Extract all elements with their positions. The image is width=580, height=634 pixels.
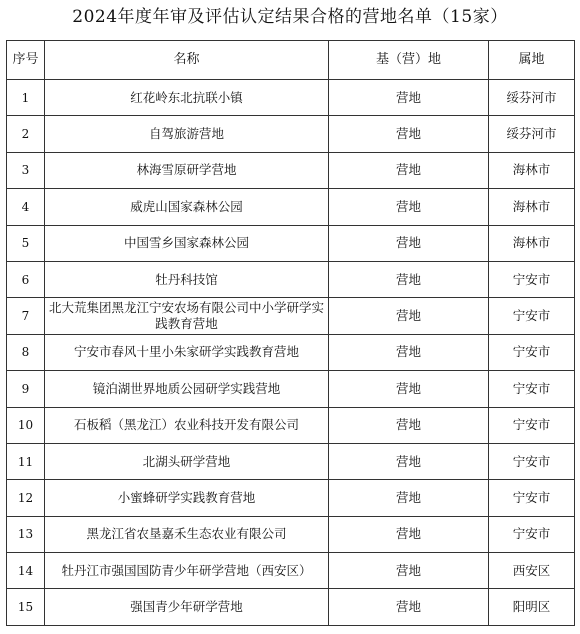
cell-name: 黑龙江省农垦嘉禾生态农业有限公司 [45,516,329,552]
cell-region: 海林市 [489,152,575,188]
table-row [7,152,575,188]
cell-name: 北大荒集团黑龙江宁安农场有限公司中小学研学实践教育营地 [45,298,329,334]
cell-region: 宁安市 [489,407,575,443]
header-name: 名称 [45,41,329,80]
table-row [7,225,575,261]
cell-index: 15 [7,589,45,625]
table-row [7,298,575,334]
page-title: 2024年度年审及评估认定结果合格的营地名单（15家） [72,7,508,27]
cell-region: 宁安市 [489,516,575,552]
header-region: 属地 [489,41,575,80]
cell-index: 3 [7,152,45,188]
cell-name: 中国雪乡国家森林公园 [45,225,329,261]
table-row [7,553,575,589]
cell-type: 营地 [329,371,489,407]
cell-region: 绥芬河市 [489,80,575,116]
cell-index: 1 [7,80,45,116]
cell-region: 宁安市 [489,480,575,516]
table-row [7,116,575,152]
cell-name: 北湖头研学营地 [45,443,329,479]
cell-name: 威虎山国家森林公园 [45,189,329,225]
cell-index: 14 [7,553,45,589]
cell-region: 绥芬河市 [489,116,575,152]
cell-region: 宁安市 [489,261,575,297]
cell-type: 营地 [329,516,489,552]
cell-name: 林海雪原研学营地 [45,152,329,188]
cell-type: 营地 [329,334,489,370]
table-row [7,261,575,297]
cell-type: 营地 [329,152,489,188]
cell-index: 8 [7,334,45,370]
cell-index: 6 [7,261,45,297]
cell-index: 4 [7,189,45,225]
cell-index: 7 [7,298,45,334]
table-row [7,443,575,479]
cell-name: 镜泊湖世界地质公园研学实践营地 [45,371,329,407]
table-header-row [7,41,575,80]
table-row [7,371,575,407]
cell-index: 10 [7,407,45,443]
cell-name: 小蜜蜂研学实践教育营地 [45,480,329,516]
cell-name: 牡丹科技馆 [45,261,329,297]
table-row [7,407,575,443]
cell-type: 营地 [329,225,489,261]
table-row [7,480,575,516]
cell-type: 营地 [329,480,489,516]
cell-name: 石板稻（黑龙江）农业科技开发有限公司 [45,407,329,443]
cell-index: 11 [7,443,45,479]
cell-type: 营地 [329,261,489,297]
cell-type: 营地 [329,407,489,443]
cell-region: 西安区 [489,553,575,589]
table-row [7,516,575,552]
cell-region: 阳明区 [489,589,575,625]
cell-index: 5 [7,225,45,261]
cell-name: 宁安市春风十里小朱家研学实践教育营地 [45,334,329,370]
cell-region: 宁安市 [489,298,575,334]
cell-region: 宁安市 [489,371,575,407]
cell-type: 营地 [329,443,489,479]
cell-region: 宁安市 [489,334,575,370]
table-row [7,334,575,370]
table-row [7,80,575,116]
cell-name: 红花岭东北抗联小镇 [45,80,329,116]
cell-type: 营地 [329,553,489,589]
table-row [7,189,575,225]
cell-index: 9 [7,371,45,407]
header-index: 序号 [7,41,45,80]
cell-region: 海林市 [489,225,575,261]
cell-type: 营地 [329,298,489,334]
table-row [7,589,575,625]
cell-name: 牡丹江市强国国防青少年研学营地（西安区） [45,553,329,589]
header-type: 基（营）地 [329,41,489,80]
cell-type: 营地 [329,80,489,116]
camp-list-table [6,40,575,626]
cell-type: 营地 [329,116,489,152]
cell-region: 宁安市 [489,443,575,479]
cell-name: 强国青少年研学营地 [45,589,329,625]
cell-name: 自驾旅游营地 [45,116,329,152]
cell-type: 营地 [329,589,489,625]
cell-index: 12 [7,480,45,516]
cell-index: 2 [7,116,45,152]
cell-region: 海林市 [489,189,575,225]
cell-type: 营地 [329,189,489,225]
cell-index: 13 [7,516,45,552]
